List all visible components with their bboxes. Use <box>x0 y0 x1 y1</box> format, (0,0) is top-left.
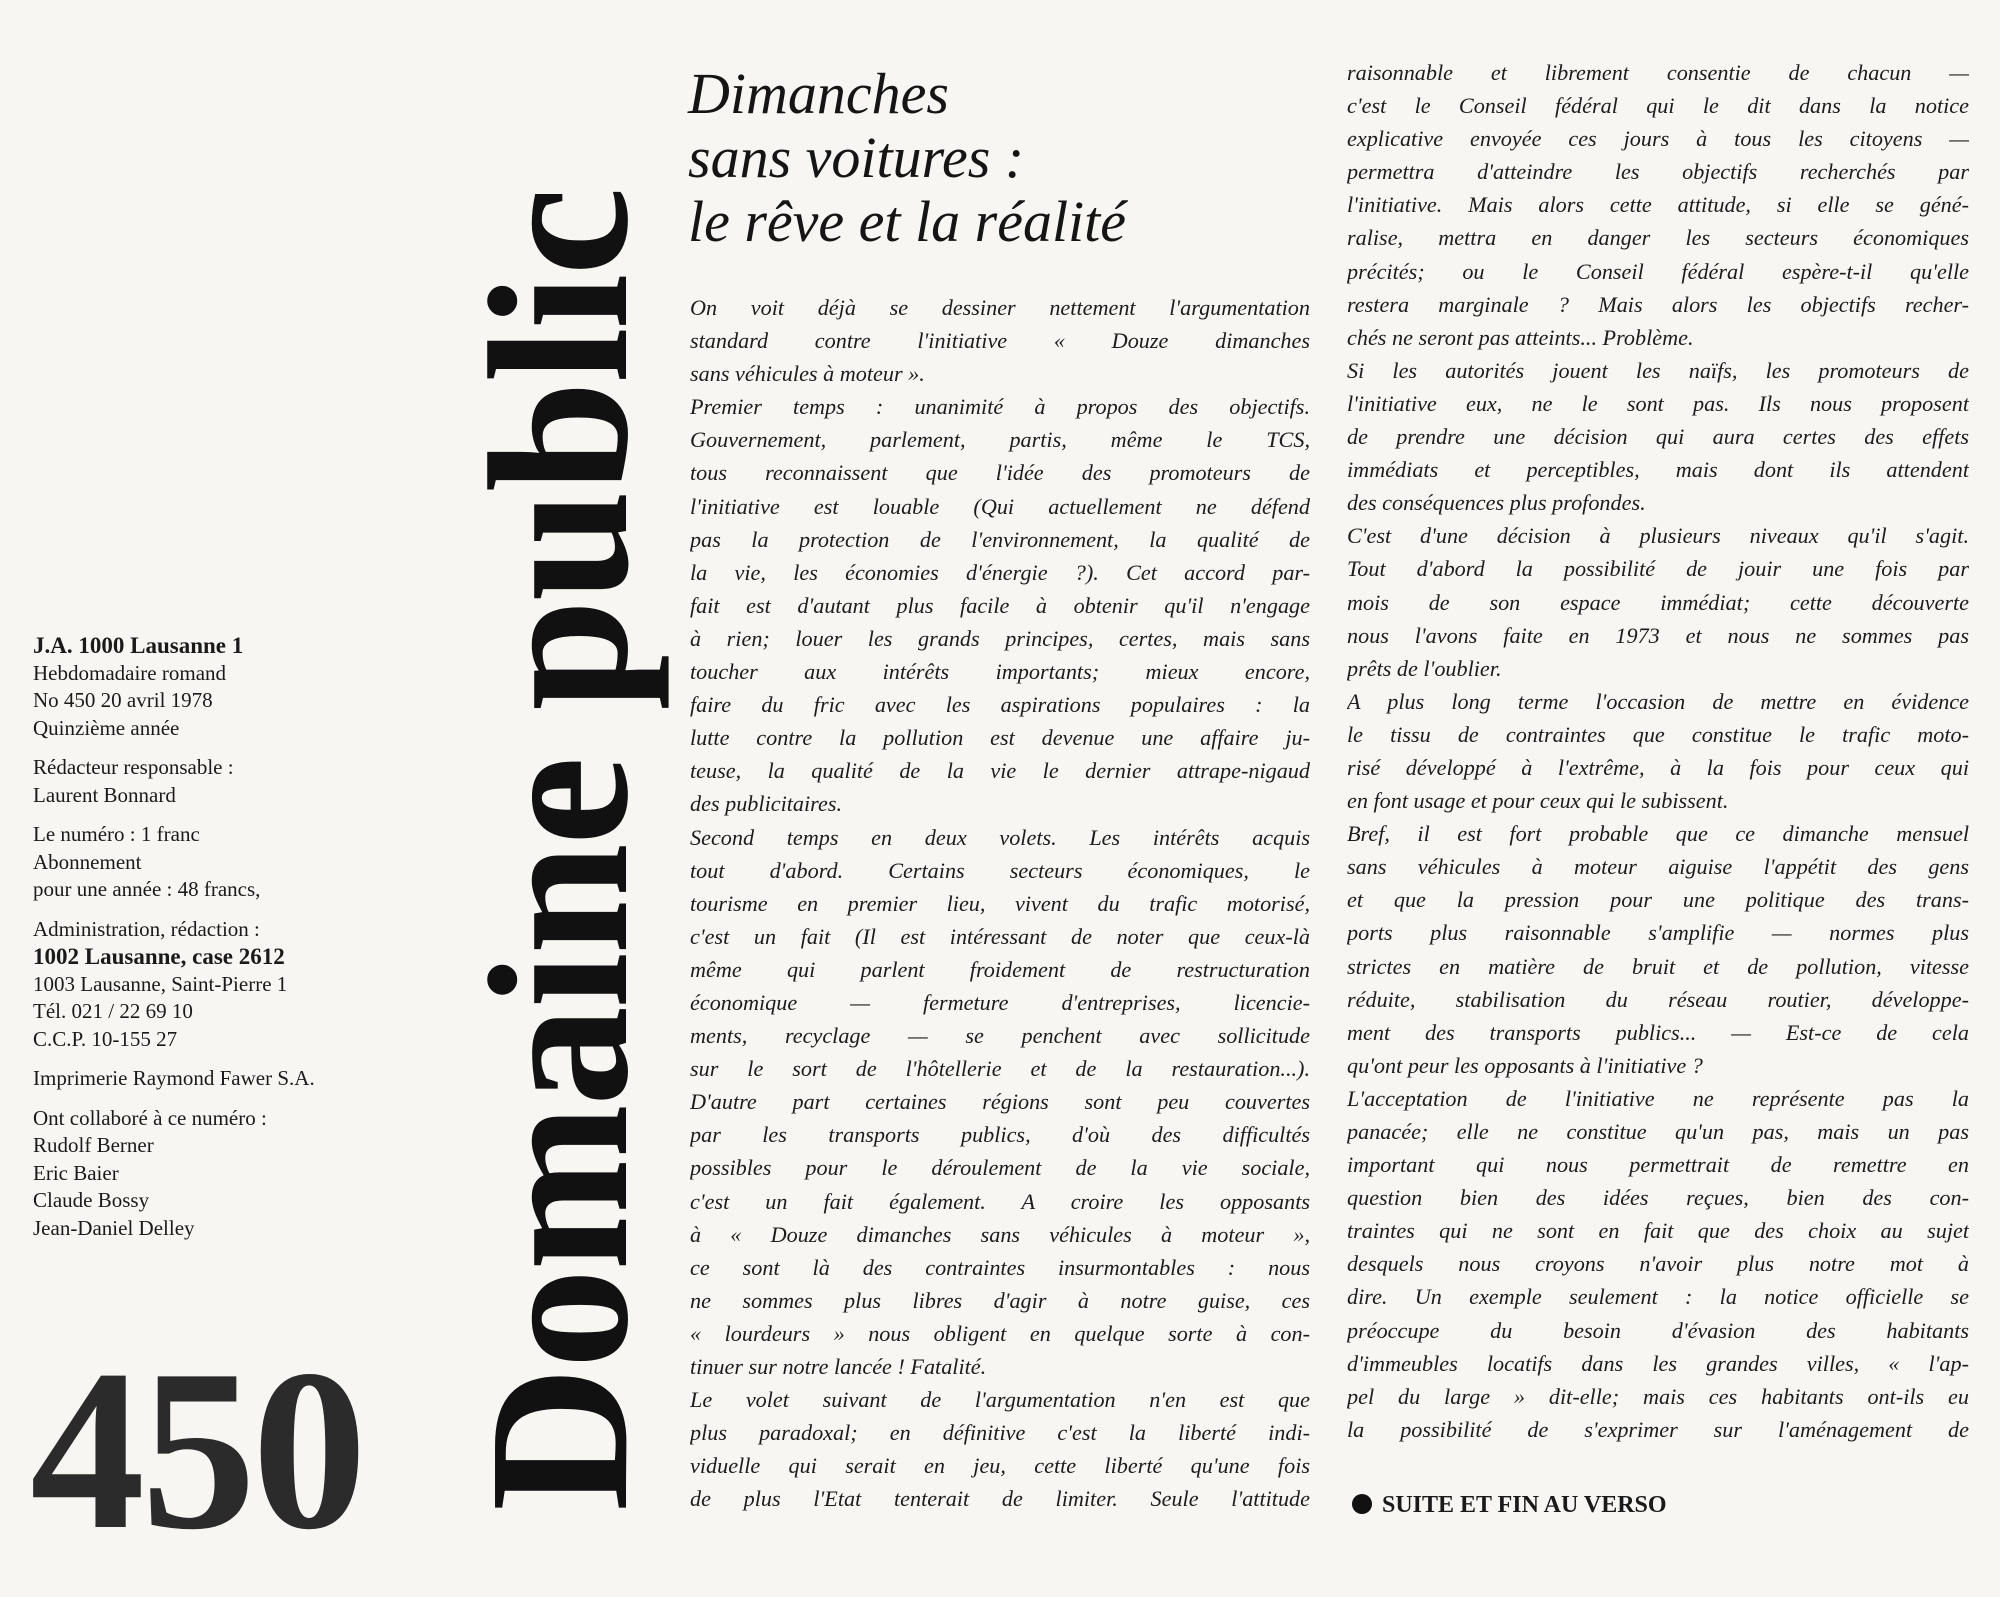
article-line: possibles pour le déroulement de la vie sociale, <box>690 1155 1310 1181</box>
publication-info <box>33 632 433 1254</box>
subscription-line: Abonnement <box>33 849 142 874</box>
article-line: dire. Un exemple seulement : la notice officielle se <box>1347 1284 1969 1310</box>
article-line: tout d'abord. Certains secteurs économiques, le <box>690 857 1310 883</box>
article-line: pel du large » dit-elle; mais ces habitants ont-ils eu <box>1347 1383 1969 1409</box>
article-line: nous l'avons faite en 1973 et nous ne sommes pas <box>1347 622 1969 648</box>
article-line: plus paradoxal; en définitive c'est la liberté indi- <box>690 1420 1310 1446</box>
article-line: en font usage et pour ceux qui le subissent. <box>1347 788 1729 814</box>
price-line: Le numéro : 1 franc <box>33 822 200 846</box>
article-line: Bref, il est fort probable que ce dimanche mensuel <box>1347 821 1969 847</box>
article-line: d'immeubles locatifs dans les grandes villes, « l'ap- <box>1347 1350 1969 1376</box>
article-line: à rien; louer les grands principes, certes, mais sans <box>690 625 1310 651</box>
article-line: l'initiative eux, ne le sont pas. Ils nous proposent <box>1347 390 1969 416</box>
collaborators-label: Ont collaboré à ce numéro : <box>33 1105 267 1130</box>
article-line: lutte contre la pollution est devenue une affaire ju- <box>690 725 1310 751</box>
article-line: A plus long terme l'occasion de mettre en évidence <box>1347 688 1969 714</box>
printer-line: Imprimerie Raymond Fawer S.A. <box>33 1066 315 1090</box>
article-line: question bien des idées reçues, bien des con- <box>1347 1185 1969 1211</box>
article-line: restera marginale ? Mais alors les objectifs recher- <box>1347 291 1969 317</box>
article-line: le tissu de contraintes que constitue le trafic moto- <box>1347 721 1969 747</box>
article-line: préoccupe du besoin d'évasion des habitants <box>1347 1317 1969 1343</box>
street-line: 1003 Lausanne, Saint-Pierre 1 <box>33 971 288 996</box>
title-line: sans voitures : <box>688 125 1025 190</box>
article-line: chés ne seront pas atteints... Problème. <box>1347 324 1694 350</box>
article-line: mois de son espace immédiat; cette découverte <box>1347 589 1969 615</box>
continued-notice <box>1352 1490 1667 1520</box>
article-line: de prendre une décision qui aura certes des effets <box>1347 424 1969 450</box>
article-line: et que la pression pour une politique des trans- <box>1347 887 1969 913</box>
article-line: toucher aux intérêts importants; mieux encore, <box>690 659 1310 685</box>
collaborator-name: Rudolf Berner <box>33 1133 154 1157</box>
article-line: c'est le Conseil fédéral qui le dit dans la notice <box>1347 93 1969 119</box>
title-line: le rêve et la réalité <box>688 189 1127 254</box>
article-line: « lourdeurs » nous obligent en quelque sorte à con- <box>690 1320 1310 1346</box>
article-line: l'initiative est louable (Qui actuellement ne défend <box>690 493 1310 519</box>
article-line: la possibilité de s'exprimer sur l'aménagement de <box>1347 1416 1969 1442</box>
article-column-middle <box>690 291 1310 1515</box>
title-line: Dimanches <box>688 61 949 126</box>
article-line: réduite, stabilisation du réseau routier, développe- <box>1347 986 1969 1012</box>
article-line: c'est un fait également. A croire les opposants <box>690 1188 1310 1214</box>
article-line: par les transports publics, d'où des difficultés <box>690 1122 1310 1148</box>
issue-number: 450 <box>30 1322 363 1577</box>
issue-date-line: No 450 20 avril 1978 <box>33 688 213 712</box>
article-line: ne sommes plus libres d'agir à notre guise, ces <box>690 1287 1310 1313</box>
article-line: précités; ou le Conseil fédéral espère-t-il qu'elle <box>1347 258 1969 284</box>
collaborator-name: Claude Bossy <box>33 1188 150 1212</box>
article-title <box>688 62 1328 254</box>
article-line: des conséquences plus profondes. <box>1347 490 1646 516</box>
article-line: à « Douze dimanches sans véhicules à moteur », <box>690 1221 1310 1247</box>
subscription-price-line: pour une année : 48 francs, <box>33 877 261 901</box>
article-line: des publicitaires. <box>690 791 843 817</box>
article-line: Premier temps : unanimité à propos des objectifs. <box>690 394 1310 420</box>
article-line: fait est d'autant plus facile à obtenir qu'il n'engage <box>690 592 1310 618</box>
weekly-line: Hebdomadaire romand <box>33 660 227 685</box>
collaborator-name: Jean-Daniel Delley <box>33 1215 195 1240</box>
article-line: important qui nous permettrait de remettre en <box>1347 1152 1969 1178</box>
article-line: économique — fermeture d'entreprises, licencie- <box>690 989 1310 1015</box>
article-line: sans véhicules à moteur aiguise l'appétit des gens <box>1347 854 1969 880</box>
article-line: ralise, mettra en danger les secteurs économiques <box>1347 225 1969 251</box>
article-line: tinuer sur notre lancée ! Fatalité. <box>690 1354 987 1379</box>
article-line: sur le sort de l'hôtellerie et de la restauration...). <box>690 1056 1310 1082</box>
article-line: prêts de l'oublier. <box>1347 655 1502 681</box>
article-line: c'est un fait (Il est intéressant de noter que ceux-là <box>690 923 1310 949</box>
article-line: tourisme en premier lieu, vivent du trafic motorisé, <box>690 890 1310 916</box>
article-line: D'autre part certaines régions sont peu couvertes <box>690 1089 1310 1115</box>
article-line: Le volet suivant de l'argumentation n'en est que <box>690 1387 1310 1413</box>
masthead-title: Domaine public <box>449 188 670 1512</box>
article-line: la vie, les économies d'énergie ?). Cet accord par- <box>690 559 1310 585</box>
admin-address: 1002 Lausanne, case 2612 <box>33 944 285 969</box>
article-line: Tout d'abord la possibilité de jouir une fois par <box>1347 556 1969 582</box>
article-line: risé développé à l'extrême, à la fois pour ceux qui <box>1347 754 1969 780</box>
article-column-right <box>1347 56 1969 1446</box>
article-line: viduelle qui serait en jeu, cette liberté qu'une fois <box>690 1453 1310 1479</box>
article-line: sans véhicules à moteur ». <box>690 361 925 387</box>
editor-label: Rédacteur responsable : <box>33 755 234 779</box>
article-line: faire du fric avec les aspirations populaires : la <box>690 692 1310 718</box>
article-line: L'acceptation de l'initiative ne représente pas la <box>1347 1085 1969 1111</box>
continued-text: SUITE ET FIN AU VERSO <box>1382 1492 1667 1518</box>
article-line: de plus l'Etat tenterait de limiter. Seule l'attitude <box>690 1486 1310 1512</box>
year-line: Quinzième année <box>33 715 180 740</box>
article-line: ports plus raisonnable s'amplifie — normes plus <box>1347 920 1969 946</box>
bullet-icon <box>1352 1494 1372 1514</box>
article-line: Si les autorités jouent les naïfs, les promoteurs de <box>1347 357 1969 383</box>
article-line: teuse, la qualité de la vie le dernier attrape-nigaud <box>690 758 1310 784</box>
collaborator-name: Eric Baier <box>33 1160 119 1185</box>
article-line: explicative envoyée ces jours à tous les citoyens — <box>1347 126 1969 152</box>
article-line: même qui parlent froidement de restructuration <box>690 956 1310 982</box>
article-line: Gouvernement, parlement, partis, même le TCS, <box>690 427 1310 453</box>
article-line: tous reconnaissent que l'idée des promoteurs de <box>690 460 1310 486</box>
ccp-line: C.C.P. 10-155 27 <box>33 1026 178 1051</box>
article-line: permettra d'atteindre les objectifs recherchés par <box>1347 159 1969 185</box>
article-line: desquels nous croyons n'avoir plus notre mot à <box>1347 1251 1969 1277</box>
article-line: strictes en matière de bruit et de pollution, vitesse <box>1347 953 1969 979</box>
article-line: raisonnable et librement consentie de chacun — <box>1347 60 1969 85</box>
article-line: qu'ont peur les opposants à l'initiative ? <box>1347 1052 1703 1078</box>
admin-label: Administration, rédaction : <box>33 916 260 941</box>
article-line: pas la protection de l'environnement, la qualité de <box>690 526 1310 552</box>
article-line: standard contre l'initiative « Douze dimanches <box>690 328 1310 354</box>
article-line: traintes qui ne sont en fait que des choix au sujet <box>1347 1218 1969 1244</box>
article-line: Second temps en deux volets. Les intérêts acquis <box>690 824 1310 850</box>
article-line: l'initiative. Mais alors cette attitude, si elle se géné- <box>1347 192 1969 218</box>
article-line: ments, recyclage — se penchent avec sollicitude <box>690 1023 1310 1049</box>
article-line: C'est d'une décision à plusieurs niveaux qu'il s'agit. <box>1347 523 1969 549</box>
article-line: ce sont là des contraintes insurmontables : nous <box>690 1254 1310 1280</box>
article-line: panacée; elle ne constitue qu'un pas, mais un pas <box>1347 1119 1969 1144</box>
ja-line: J.A. 1000 Lausanne 1 <box>33 633 244 658</box>
masthead-area <box>440 135 680 1565</box>
editor-name: Laurent Bonnard <box>33 782 176 807</box>
article-line: On voit déjà se dessiner nettement l'argumentation <box>690 295 1310 320</box>
article-line: immédiats et perceptibles, mais dont ils attendent <box>1347 457 1969 483</box>
tel-line: Tél. 021 / 22 69 10 <box>33 999 193 1023</box>
article-line: ment des transports publics... — Est-ce de cela <box>1347 1019 1969 1045</box>
